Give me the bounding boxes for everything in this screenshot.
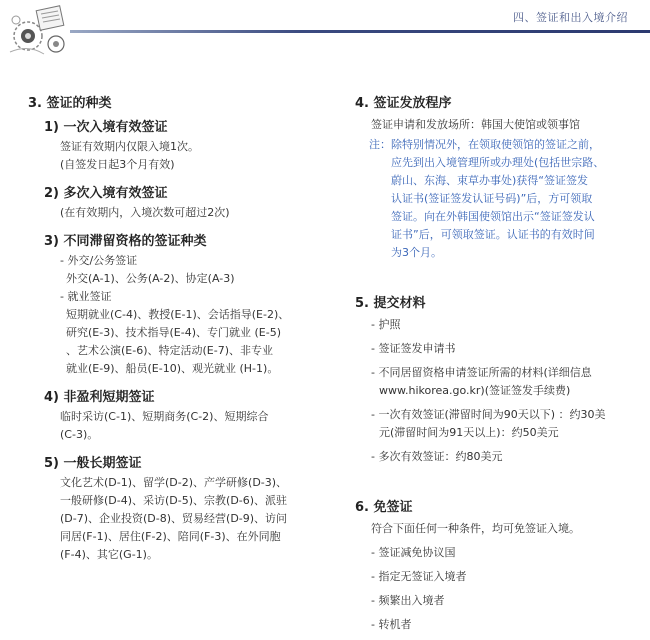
- visa-type-2: [28, 182, 318, 222]
- visa-type-2-title: 2) 多次入境有效签证: [44, 186, 168, 201]
- material-item: [371, 448, 635, 466]
- left-column: [28, 92, 318, 572]
- text-line: 外交(A-1)、公务(A-2)、协定(A-3): [66, 272, 235, 285]
- text-line: www.hikorea.go.kr)(签证签发手续费): [379, 384, 571, 397]
- exemption-item: - 指定无签证入境者: [371, 570, 467, 583]
- text-line: (F-4)、其它(G-1)。: [60, 548, 158, 561]
- text-line: (D-7)、企业投资(D-8)、贸易经营(D-9)、访问: [60, 512, 288, 525]
- section-6-title: 6. 免签证: [355, 500, 413, 515]
- issuance-place: 签证申请和发放场所：韩国大使馆或领事馆: [371, 118, 580, 131]
- note-label: 注：: [369, 138, 391, 151]
- text-line: 研究(E-3)、技术指导(E-4)、专门就业 (E-5): [66, 326, 281, 339]
- section-3-title: 3. 签证的种类: [28, 96, 112, 111]
- section-5-title: 5. 提交材料: [355, 296, 426, 311]
- visa-type-5-title: 5) 一般长期签证: [44, 456, 142, 471]
- visa-type-4: [28, 386, 318, 444]
- material-item: [371, 316, 635, 334]
- text-line: 短期就业(C-4)、教授(E-1)、会话指导(E-2)、: [66, 308, 290, 321]
- text-line: - 一次有效签证(滞留时间为90天以下) ：约30美: [371, 408, 606, 421]
- visa-type-3: [28, 230, 318, 378]
- text-line: - 签证签发申请书: [371, 342, 456, 355]
- material-item: [371, 406, 635, 442]
- text-line: 同居(F-1)、居住(F-2)、陪同(F-3)、在外同胞: [60, 530, 281, 543]
- visa-type-4-title: 4) 非盈利短期签证: [44, 390, 155, 405]
- text-line: - 外交/公务签证: [60, 254, 138, 267]
- note-line: 认证书(签证签发认证号码)”后，方可领取: [391, 192, 593, 205]
- text-line: (在有效期内，入境次数可超过2次): [60, 206, 230, 219]
- visa-type-5: [28, 452, 318, 564]
- text-line: 就业(E-9)、船员(E-10)、观光就业 (H-1)。: [66, 362, 279, 375]
- exemption-desc: 符合下面任何一种条件，均可免签证入境。: [371, 522, 580, 535]
- note-line: 证书”后，可领取签证。认证书的有效时间: [391, 228, 595, 241]
- visa-type-1-title: 1) 一次入境有效签证: [44, 120, 168, 135]
- text-line: 临时采访(C-1)、短期商务(C-2)、短期综合: [60, 410, 269, 423]
- decorative-corner-graphic: [8, 2, 78, 58]
- note-line: 应先到出入境管理所或办理处(包括世宗路、: [391, 156, 605, 169]
- header-rule: [70, 30, 650, 33]
- exemption-item: - 签证减免协议国: [371, 546, 456, 559]
- text-line: - 护照: [371, 318, 401, 331]
- text-line: (C-3)。: [60, 428, 99, 441]
- visa-type-1: [28, 116, 318, 174]
- chapter-header: 四、签证和出入境介绍: [513, 11, 628, 24]
- text-line: - 就业签证: [60, 290, 112, 303]
- exemption-item: - 转机者: [371, 618, 412, 631]
- note-line: 除特别情况外，在领取使领馆的签证之前，: [391, 138, 600, 151]
- text-line: 元(滞留时间为91天以上)：约50美元: [379, 426, 559, 439]
- note-block: [369, 136, 635, 262]
- text-line: - 多次有效签证：约80美元: [371, 450, 503, 463]
- note-line: 蔚山、东海、束草办事处)获得“签证签发: [391, 174, 588, 187]
- text-line: 文化艺术(D-1)、留学(D-2)、产学研修(D-3)、: [60, 476, 288, 489]
- note-line: 签证。向在外韩国使领馆出示“签证签发认: [391, 210, 595, 223]
- visa-type-3-title: 3) 不同滞留资格的签证种类: [44, 234, 207, 249]
- section-4-title: 4. 签证发放程序: [355, 96, 452, 111]
- text-line: 一般研修(D-4)、采访(D-5)、宗教(D-6)、派驻: [60, 494, 288, 507]
- note-line: 为3个月。: [391, 246, 442, 259]
- text-line: (自签发日起3个月有效): [60, 158, 175, 171]
- material-item: [371, 340, 635, 358]
- material-item: [371, 364, 635, 400]
- text-line: 签证有效期内仅限入境1次。: [60, 140, 199, 153]
- text-line: - 不同居留资格申请签证所需的材料(详细信息: [371, 366, 592, 379]
- text-line: 、艺术公演(E-6)、特定活动(E-7)、非专业: [66, 344, 274, 357]
- right-column: [355, 92, 635, 640]
- exemption-item: - 频繁出入境者: [371, 594, 445, 607]
